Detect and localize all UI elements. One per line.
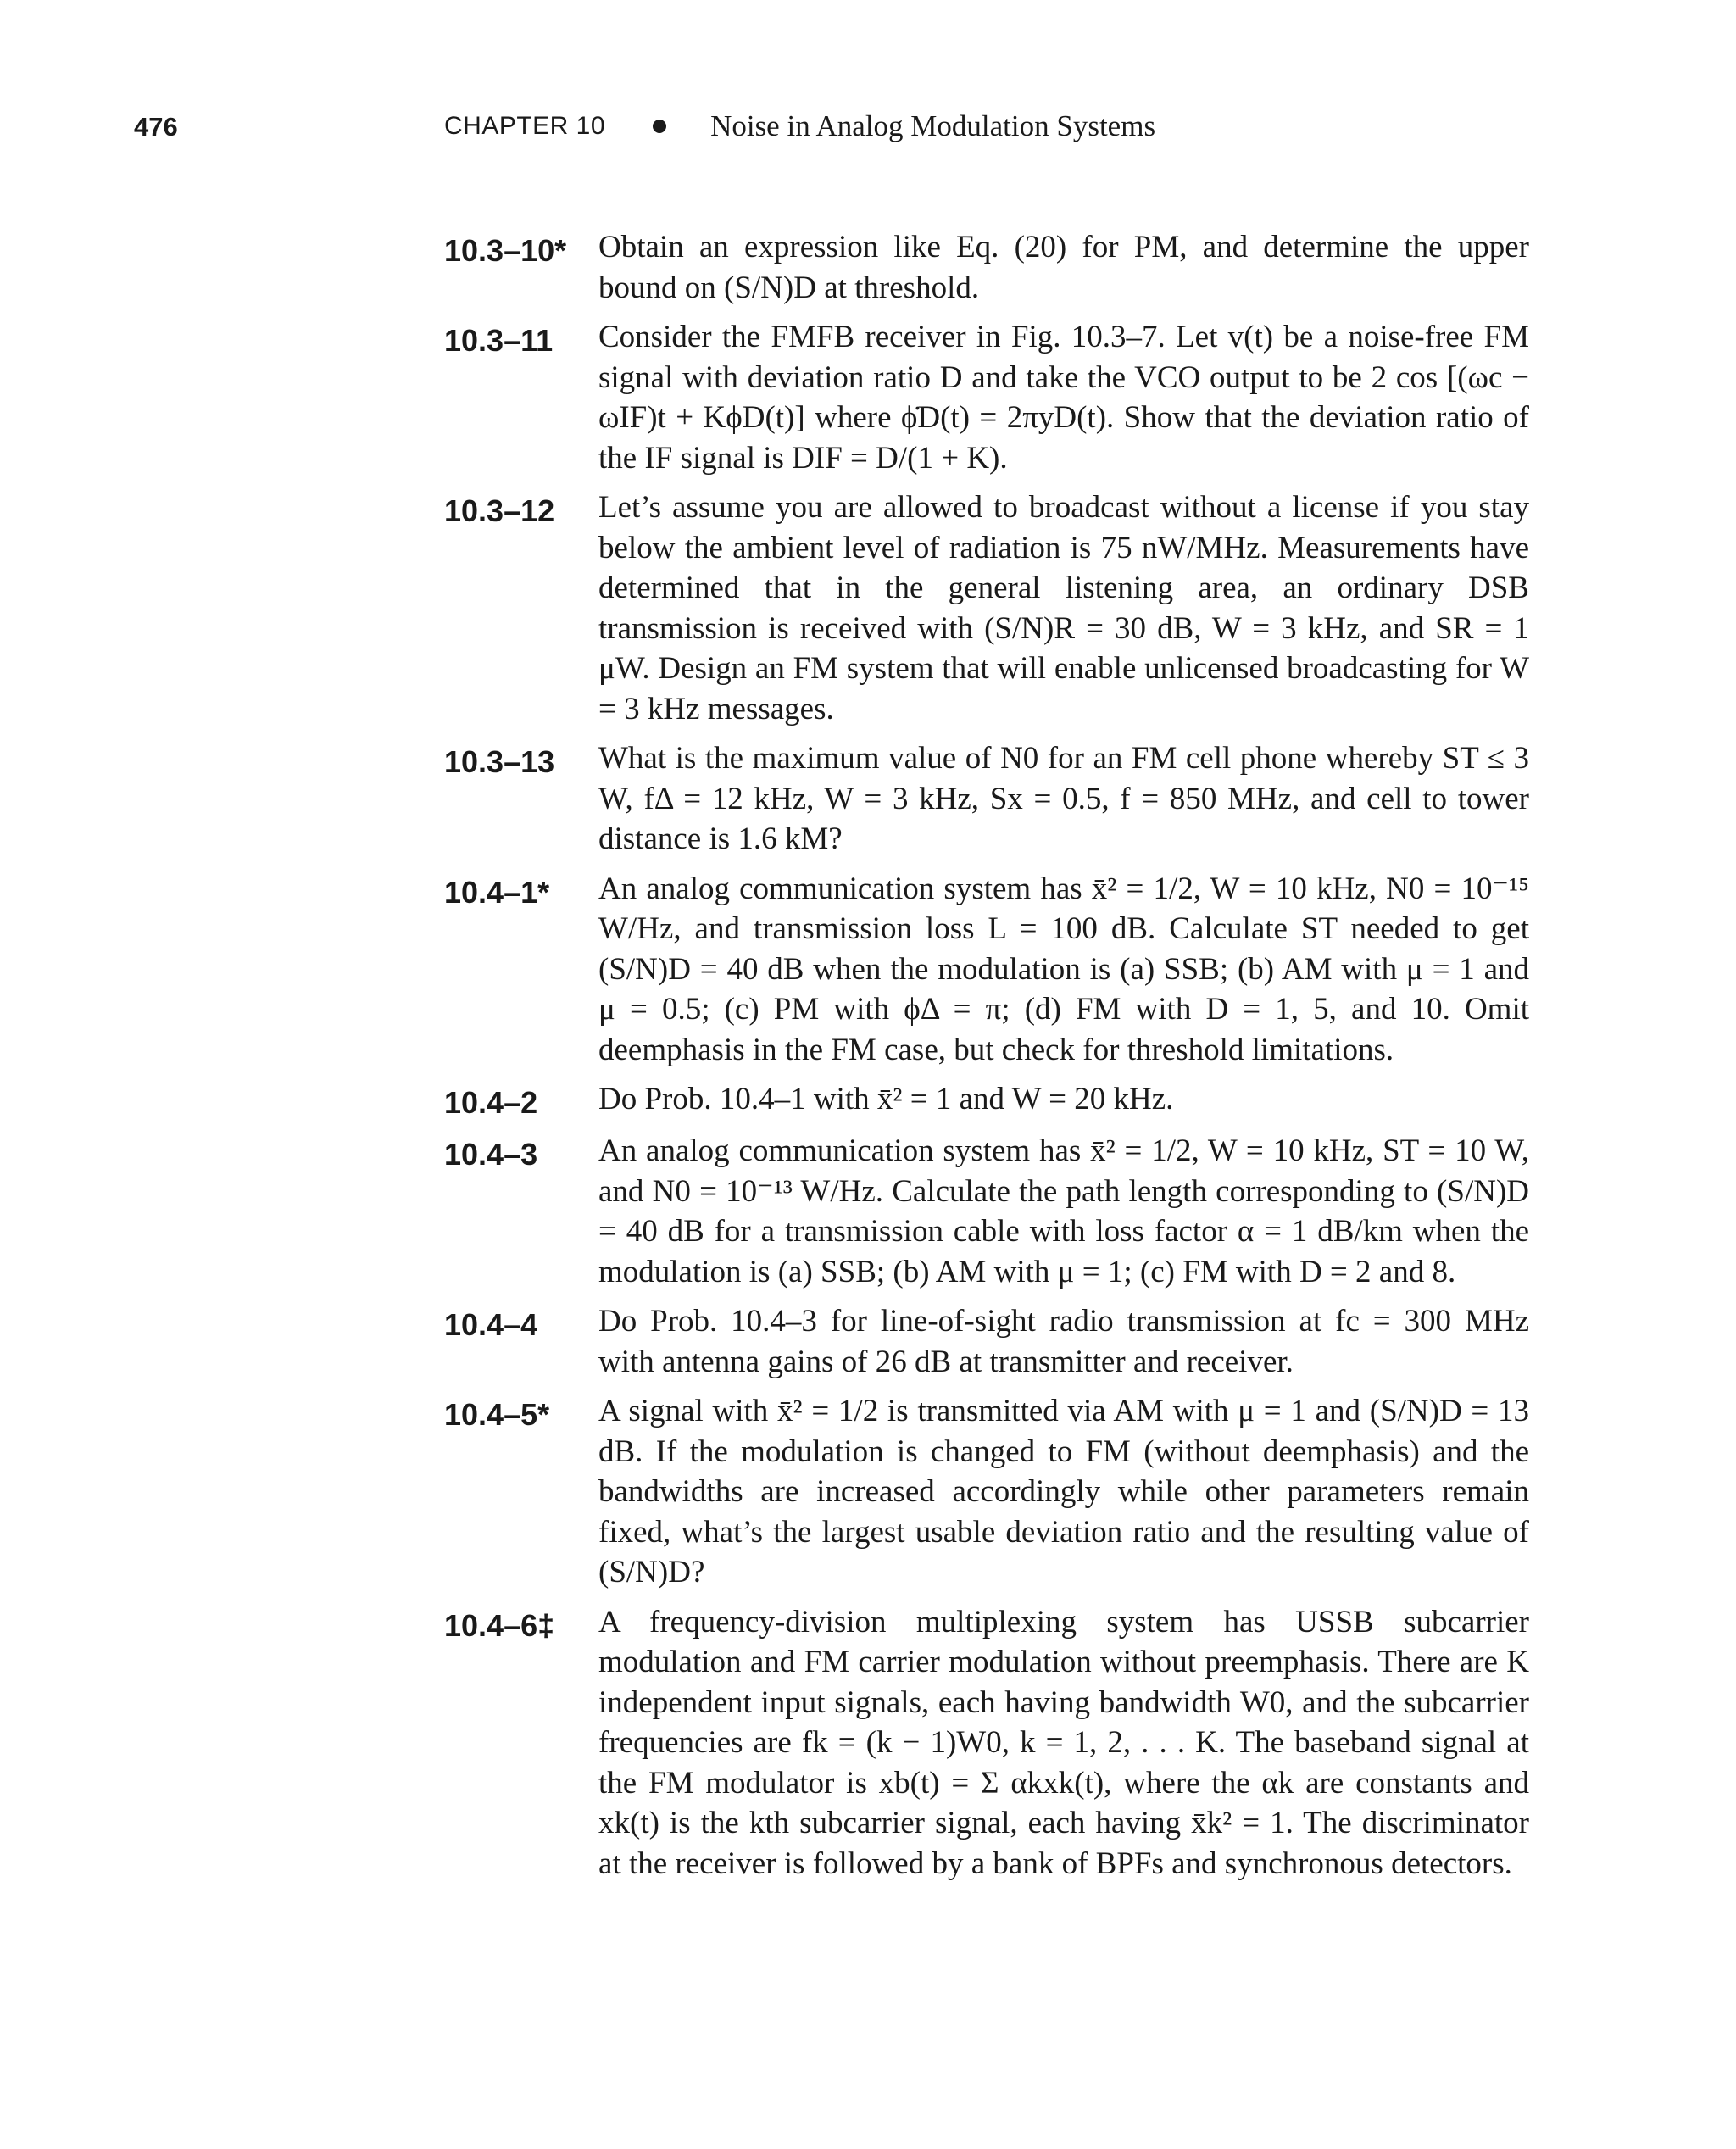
problem-number: 10.3–10* bbox=[444, 233, 567, 268]
problem-item bbox=[444, 1131, 1529, 1292]
problem-list bbox=[444, 227, 1529, 1893]
problem-item bbox=[444, 1079, 1529, 1122]
problem-text: Let’s assume you are allowed to broadcast without a license if you stay below the ambient level of radiation is 75 nW/MHz. Measurements have determined that in the general listening area, an ordinary DSB transmission is received with (S/N)R = 30 dB, W = 3 kHz, and SR = 1 μW. Design an FM system that will enable unlicensed broadcasting for W = 3 kHz messages. bbox=[598, 490, 1529, 727]
problem-text: Obtain an expression like Eq. (20) for PM, and determine the upper bound on (S/N)D at threshold. bbox=[598, 230, 1529, 305]
problem-number: 10.4–1* bbox=[444, 874, 550, 910]
chapter-title: Noise in Analog Modulation Systems bbox=[710, 109, 1156, 142]
problem-number: 10.4–2 bbox=[444, 1085, 538, 1120]
problem-text: Consider the FMFB receiver in Fig. 10.3–7. Let v(t) be a noise-free FM signal with deviation ratio D and take the VCO output to be 2 cos [(ωc − ωIF)t + KϕD(t)] where ϕ̇D(t) = 2πyD(t). Show that the deviation ratio of the IF signal is DIF = D/(1 + K). bbox=[598, 320, 1529, 476]
problem-number: 10.3–13 bbox=[444, 744, 555, 779]
problem-item bbox=[444, 1301, 1529, 1382]
chapter-label: CHAPTER 10 bbox=[444, 112, 606, 140]
problem-text: Do Prob. 10.4–3 for line-of-sight radio transmission at fc = 300 MHz with antenna gains of 26 dB at transmitter and receiver. bbox=[598, 1304, 1529, 1379]
problem-text: An analog communication system has x̄² = 1/2, W = 10 kHz, ST = 10 W, and N0 = 10⁻¹³ W/Hz. Calculate the path length corresponding to (S/N)D = 40 dB for a transmission cable with loss factor α = 1 dB/km when the modulation is (a) SSB; (b) AM with μ = 1; (c) FM with D = 2 and 8. bbox=[598, 1133, 1529, 1289]
problem-number: 10.4–6‡ bbox=[444, 1607, 555, 1643]
problem-number: 10.3–12 bbox=[444, 493, 555, 528]
problem-item bbox=[444, 1391, 1529, 1593]
problem-number: 10.4–5* bbox=[444, 1397, 550, 1432]
problem-number: 10.3–11 bbox=[444, 323, 554, 358]
problem-text: A frequency-division multiplexing system has USSB subcarrier modulation and FM carrier modulation without preemphasis. There are K independent input signals, each having bandwidth W0, and the subcarrier frequencies are fk = (k − 1)W0, k = 1, 2, . . . K. The baseband signal at the FM modulator is xb(t) = Σ αkxk(t), where the αk are constants and xk(t) is the kth subcarrier signal, each having x̄k² = 1. The discriminator at the receiver is followed by a bank of BPFs and synchronous detectors. bbox=[598, 1604, 1529, 1881]
problem-number: 10.4–3 bbox=[444, 1137, 538, 1172]
page-number: 476 bbox=[134, 112, 178, 142]
problem-text: An analog communication system has x̄² = 1/2, W = 10 kHz, N0 = 10⁻¹⁵ W/Hz, and transmission loss L = 100 dB. Calculate ST needed to get (S/N)D = 40 dB when the modulation is (a) SSB; (b) AM with μ = 1 and μ = 0.5; (c) PM with ϕΔ = π; (d) FM with D = 1, 5, and 10. Omit deemphasis in the FM case, but check for threshold limitations. bbox=[598, 871, 1529, 1067]
problem-text: What is the maximum value of N0 for an FM cell phone whereby ST ≤ 3 W, fΔ = 12 kHz, W = 3 kHz, Sx = 0.5, f = 850 MHz, and cell to tower distance is 1.6 kM? bbox=[598, 741, 1529, 856]
running-head bbox=[444, 109, 1155, 143]
problem-item bbox=[444, 487, 1529, 729]
problem-number: 10.4–4 bbox=[444, 1307, 538, 1342]
problem-text: Do Prob. 10.4–1 with x̄² = 1 and W = 20 kHz. bbox=[598, 1082, 1174, 1116]
problem-text: A signal with x̄² = 1/2 is transmitted via AM with μ = 1 and (S/N)D = 13 dB. If the modulation is changed to FM (without deemphasis) and the bandwidths are increased accordingly while other parameters remain fixed, what’s the largest usable deviation ratio and the resulting value of (S/N)D? bbox=[598, 1394, 1529, 1589]
problem-item bbox=[444, 317, 1529, 478]
problem-item bbox=[444, 869, 1529, 1071]
problem-item bbox=[444, 738, 1529, 860]
bullet-icon bbox=[653, 120, 666, 133]
problem-item bbox=[444, 227, 1529, 308]
problem-item bbox=[444, 1602, 1529, 1885]
